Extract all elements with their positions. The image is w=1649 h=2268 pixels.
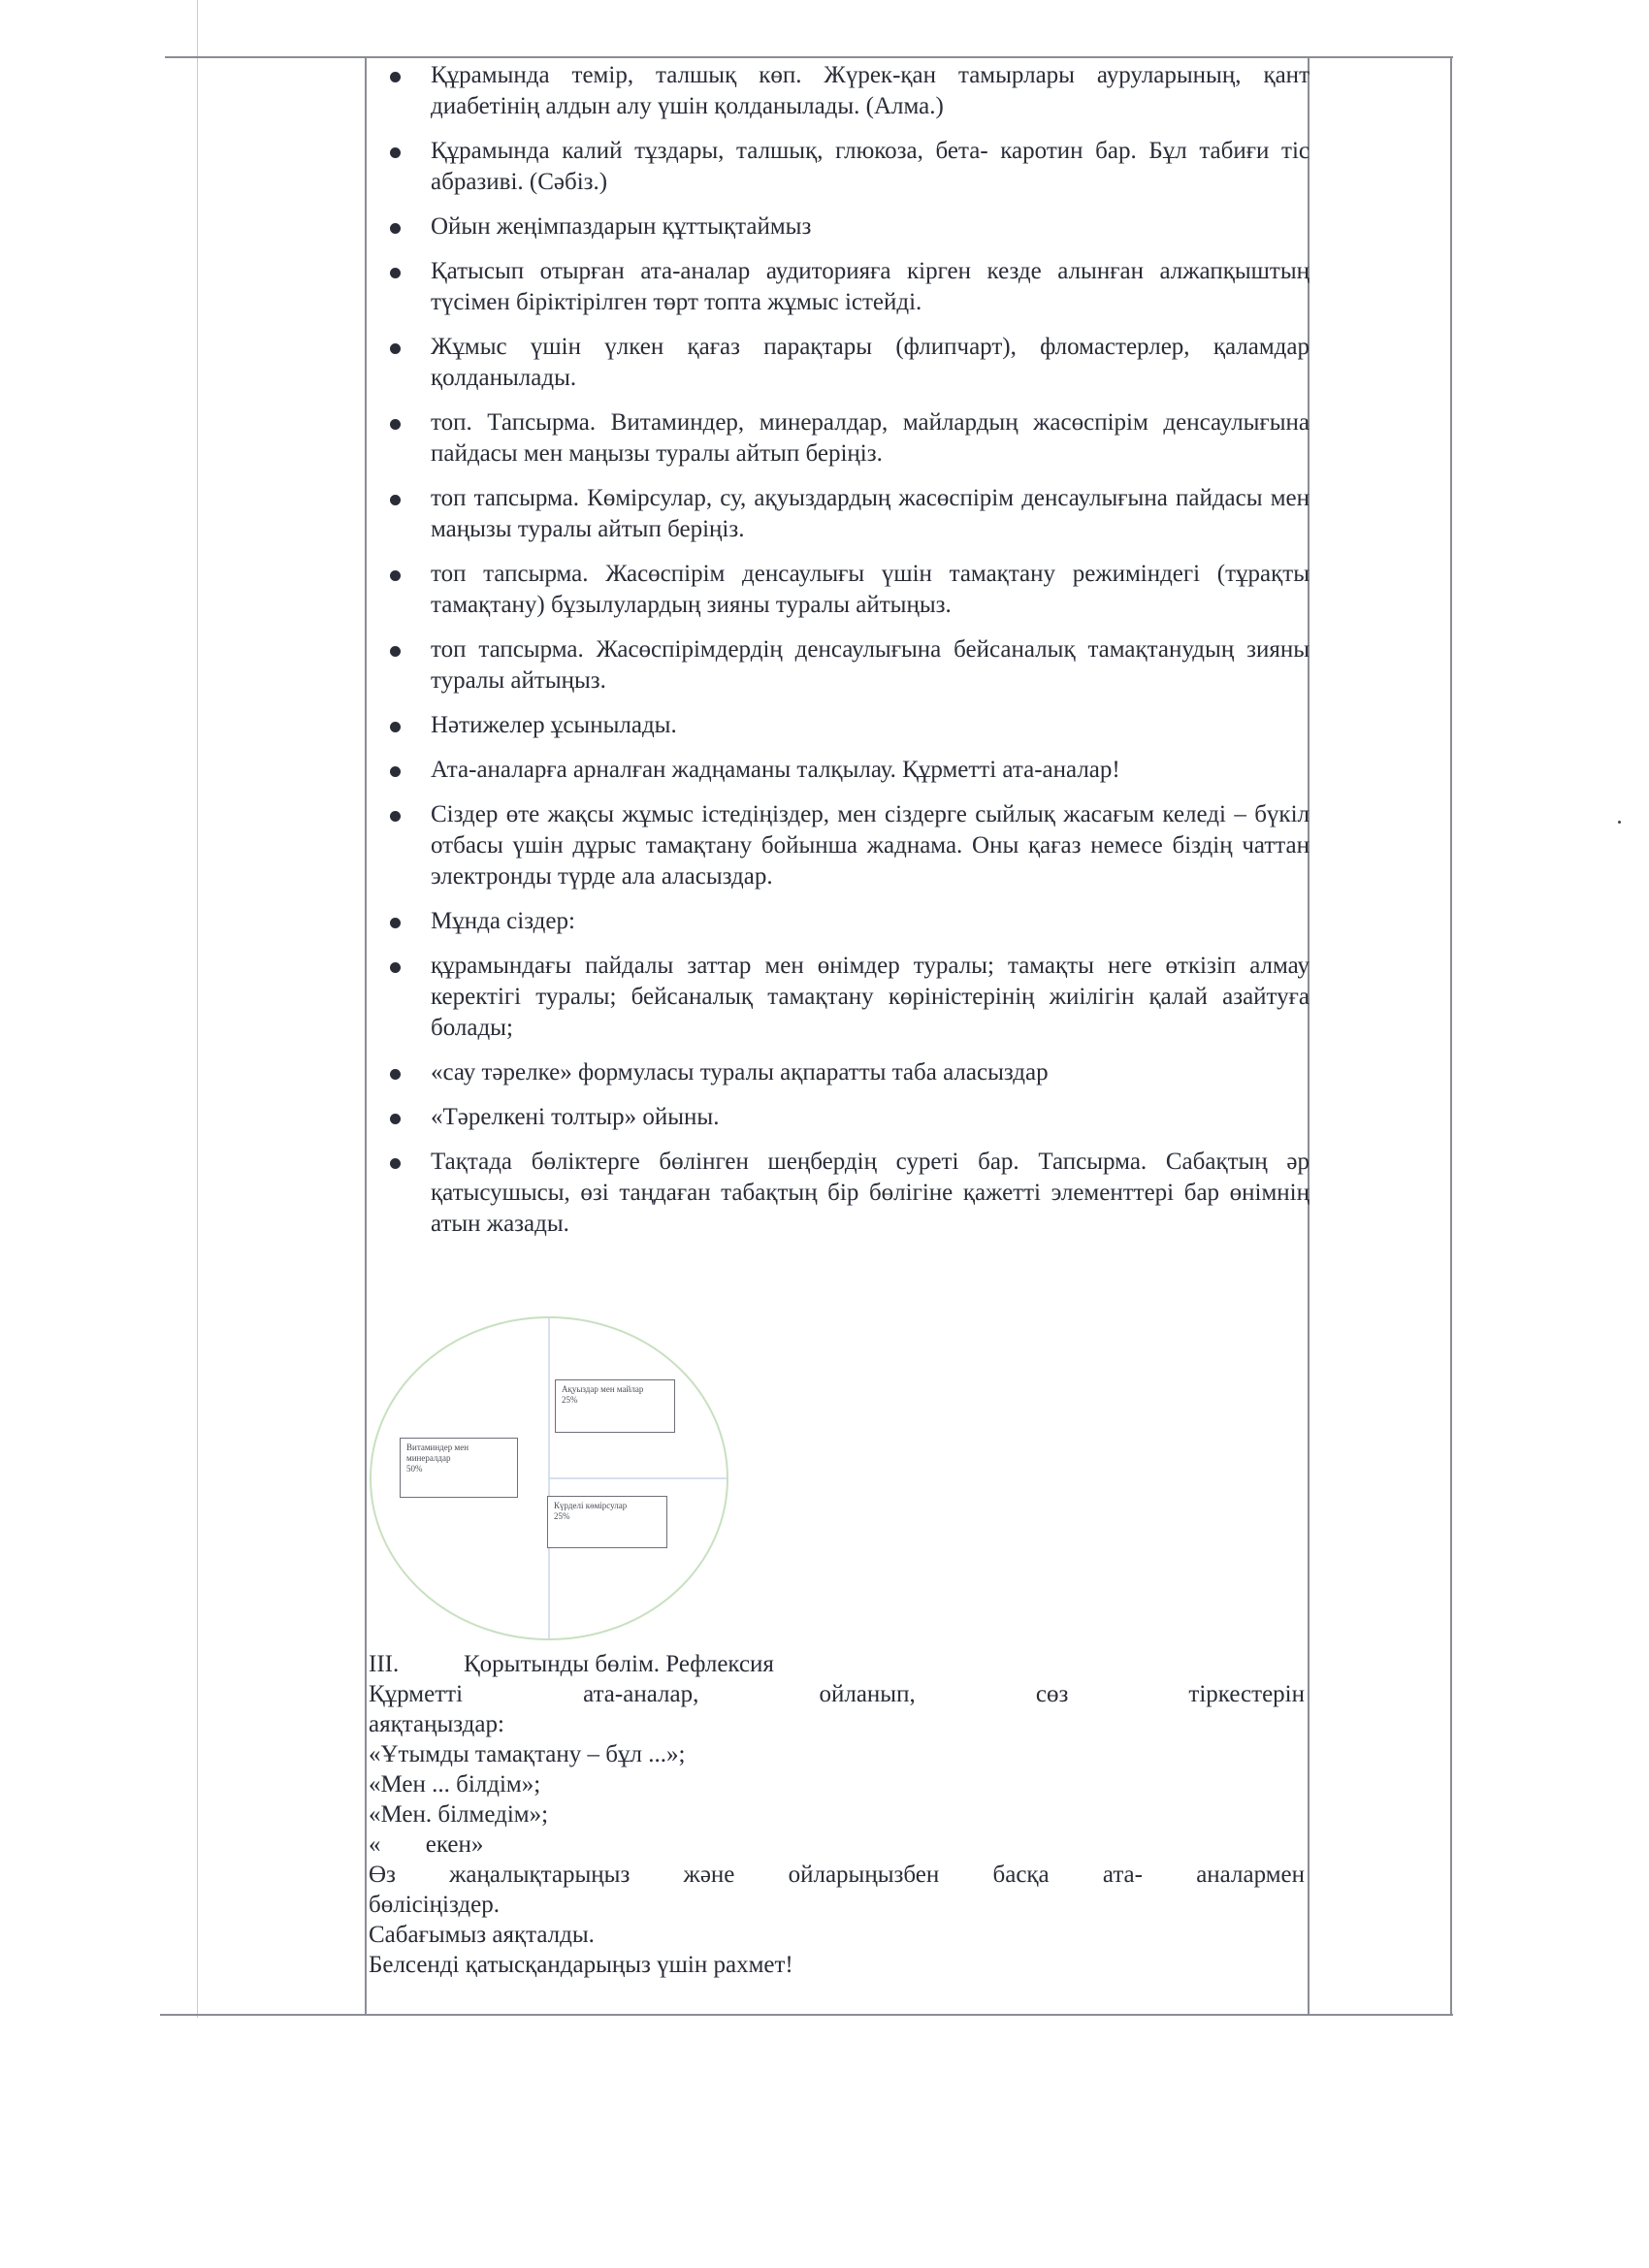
bullet-icon [390,962,401,973]
bullet-item: Жұмыс үшін үлкен қағаз парақтары (флипчарт), фломастерлер, қаламдар қолданылады. [371,332,1310,394]
bullet-item: Нәтижелер ұсынылады. [371,710,1310,741]
bullet-icon [390,646,401,657]
reflection-intro-cont: аяқтаңыздар: [369,1711,504,1737]
bullet-icon [390,343,401,354]
bullet-icon [390,1069,401,1080]
bullet-item: «Тәрелкені толтыр» ойыны. [371,1102,1310,1133]
bullet-item: Ойын жеңімпаздарын құттықтаймыз [371,211,1310,243]
bullet-item: топ. Тапсырма. Витаминдер, минералдар, майлардың жасөспірім денсаулығына пайдасы мен маңызы туралы айтып беріңіз. [371,407,1310,470]
activity-bullet-list [371,60,1310,1253]
segment-label-vitamins-minerals: Витаминдер мен минералдар 50% [400,1438,518,1498]
bullet-item: Сіздер өте жақсы жұмыс істедіңіздер, мен сіздерге сыйлық жасағым келеді – бүкіл отбасы үшін дұрыс тамақтану бойынша жаднама. Оны қағаз немесе біздің чаттан электронды түрде ала аласыздар. [371,799,1310,892]
bullet-icon [390,918,401,928]
table-right-border [1450,56,1452,2016]
bullet-icon [390,419,401,430]
bullet-icon [390,495,401,505]
reflection-phrase: « екен» [369,1831,484,1858]
reflection-phrase: «Мен. білмедім»; [369,1801,549,1828]
bullet-item: Құрамында калий тұздары, талшық, глюкоза, бета- каротин бар. Бұл табиғи тіс абразиві. (Сәбіз.) [371,136,1310,198]
bullet-item: топ тапсырма. Көмірсулар, су, ақуыздардың жасөспірім денсаулығына пайдасы мен маңызы туралы айтып беріңіз. [371,483,1310,545]
bullet-item: құрамындағы пайдалы заттар мен өнімдер туралы; тамақты неге өткізіп алмау керектігі туралы; бейсаналық тамақтану көріністерінің жиілігін қалай азайтуға болады; [371,951,1310,1044]
table-top-border [165,56,1453,58]
reflection-phrase: «Ұтымды тамақтану – бұл ...»; [369,1741,686,1767]
lesson-end: Сабағымыз аяқталды. [369,1922,595,1948]
bullet-item: «сау тәрелке» формуласы туралы ақпаратты таба аласыздар [371,1057,1310,1088]
segment-label-proteins-fats: Ақуыздар мен майлар 25% [555,1379,675,1433]
segment-label-complex-carbs: Күрделі көмірсулар 25% [547,1496,667,1548]
bullet-icon [390,570,401,581]
thanks-text: Белсенді қатысқандарыңыз үшін рахмет! [369,1952,793,1978]
bullet-icon [390,722,401,732]
scan-speck [1618,821,1621,824]
share-text-cont: бөлісіңіздер. [369,1892,500,1918]
bullet-item: Ата-аналарға арналған жадңаманы талқылау. Құрметті ата-аналар! [371,755,1310,786]
reflection-intro: Құрметті ата-аналар, ойланып, сөз тіркестерін [369,1681,1305,1707]
conclusion-section [369,1649,1305,1980]
plate-circle-diagram [367,1312,735,1641]
bullet-icon [390,811,401,822]
bullet-item: Қатысып отырған ата-аналар аудиторияға кірген кезде алынған алжапқыштың түсімен біріктірілген төрт топта жұмыс істейді. [371,256,1310,318]
bullet-item: Құрамында темір, талшық көп. Жүрек-қан тамырлары ауруларының, қант диабетінің алдын алу үшін қолданылады. (Алма.) [371,60,1310,122]
bullet-icon [390,268,401,278]
reflection-phrase: «Мен ... білдім»; [369,1771,541,1798]
bullet-item: Тақтада бөліктерге бөлінген шеңбердің суреті бар. Тапсырма. Сабақтың әр қатысушысы, өзі таңдаған табақтың бір бөлігіне қажетті элементтері бар өнімнің атын жазады. [371,1147,1310,1240]
bullet-icon [390,766,401,777]
section-heading: III. Қорытынды бөлім. Рефлексия [369,1651,774,1677]
bullet-item: топ тапсырма. Жасөспірімдердің денсаулығына бейсаналық тамақтанудың зияны туралы айтыңыз. [371,634,1310,697]
table-bottom-border [160,2014,1453,2016]
bullet-icon [390,1114,401,1124]
bullet-icon [390,72,401,82]
bullet-icon [390,223,401,234]
share-text: Өз жаңалықтарыңыз және ойларыңызбен басқа ата- аналармен [369,1862,1305,1888]
bullet-item: топ тапсырма. Жасөспірім денсаулығы үшін тамақтану режиміндегі (тұрақты тамақтану) бұзылулардың зияны туралы айтыңыз. [371,559,1310,621]
bullet-icon [390,1158,401,1169]
bullet-icon [390,147,401,158]
table-left-border [365,56,367,2016]
margin-line [197,0,198,2018]
bullet-item: Мұнда сіздер: [371,906,1310,937]
